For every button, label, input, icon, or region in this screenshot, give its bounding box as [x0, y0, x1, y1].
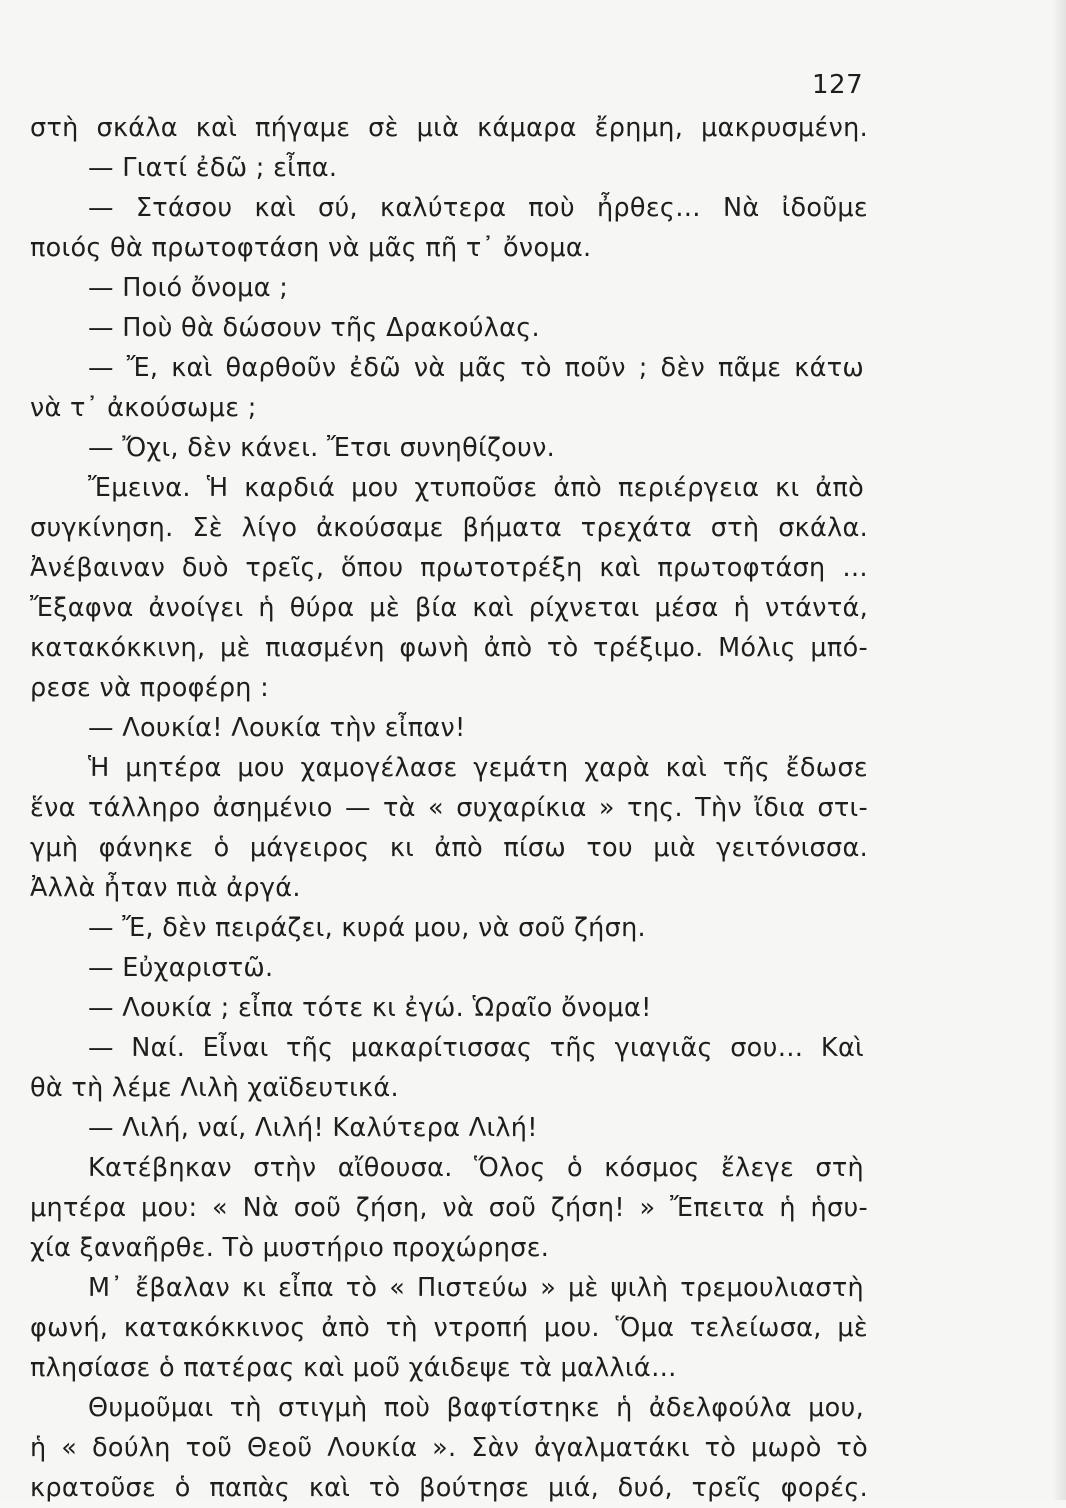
text-line: νὰ τ᾽ ἀκούσωμε ; [30, 393, 257, 423]
text-line: Ἡ μητέρα μου χαμογέλασε γεμάτη χαρὰ καὶ τῆς ἔδωσε [88, 753, 868, 783]
text-line: γμὴ φάνηκε ὁ μάγειρος κι ἀπὸ πίσω του μιὰ γειτόνισσα. [30, 833, 868, 863]
text-line: — Στάσου καὶ σύ, καλύτερα ποὺ ἦρθες… Νὰ ἰδοῦμε [88, 193, 868, 223]
text-line: Ἀνέβαιναν δυὸ τρεῖς, ὅπου πρωτοτρέξη καὶ πρωτοφτάση … [30, 553, 868, 583]
text-line: Ἀλλὰ ἦταν πιὰ ἀργά. [30, 873, 301, 903]
text-line: — Λιλή, ναί, Λιλή! Καλύτερα Λιλή! [88, 1113, 538, 1143]
text-line: — Εὐχαριστῶ. [88, 953, 274, 983]
text-line: Ἔξαφνα ἀνοίγει ἡ θύρα μὲ βία καὶ ρίχνεται μέσα ἡ ντάντά, [30, 593, 868, 623]
text-line: Κατέβηκαν στὴν αἴθουσα. Ὅλος ὁ κόσμος ἔλεγε στὴ [88, 1153, 864, 1183]
text-line: Θυμοῦμαι τὴ στιγμὴ ποὺ βαφτίστηκε ἡ ἀδελφούλα μου, [88, 1393, 864, 1423]
text-line: θὰ τὴ λέμε Λιλὴ χαϊδευτικά. [30, 1073, 399, 1103]
text-line: — Λουκία! Λουκία τὴν εἶπαν! [88, 713, 466, 743]
text-line: χία ξαναῆρθε. Τὸ μυστήριο προχώρησε. [30, 1233, 550, 1263]
page-number: 127 [812, 70, 864, 100]
text-line: — Ἔ, καὶ θαρθοῦν ἐδῶ νὰ μᾶς τὸ ποῦν ; δὲν πᾶμε κάτω [88, 353, 864, 383]
text-line: ἕνα τάλληρο ἀσημένιο — τὰ « συχαρίκια » της. Τὴν ἴδια στι- [30, 793, 868, 823]
text-line: — Ἔ, δὲν πειράζει, κυρά μου, νὰ σοῦ ζήση. [88, 913, 646, 943]
text-line: φωνή, κατακόκκινος ἀπὸ τὴ ντροπή μου. Ὅμα τελείωσα, μὲ [30, 1313, 868, 1343]
text-line: ρεσε νὰ προφέρη : [30, 673, 270, 703]
text-line: — Ναί. Εἶναι τῆς μακαρίτισσας τῆς γιαγιᾶς σου… Καὶ [88, 1033, 864, 1063]
text-line: κρατοῦσε ὁ παπὰς καὶ τὸ βούτησε μιά, δυό, τρεῖς φορές. [30, 1473, 868, 1503]
text-line: κατακόκκινη, μὲ πιασμένη φωνὴ ἀπὸ τὸ τρέξιμο. Μόλις μπό- [30, 633, 868, 663]
text-line: — Ὄχι, δὲν κάνει. Ἔτσι συνηθίζουν. [88, 433, 556, 463]
text-line: συγκίνηση. Σὲ λίγο ἀκούσαμε βήματα τρεχάτα στὴ σκάλα. [30, 513, 868, 543]
text-line: Μ᾽ ἔβαλαν κι εἶπα τὸ « Πιστεύω » μὲ ψιλὴ τρεμουλιαστὴ [88, 1273, 864, 1303]
text-line: Ἔμεινα. Ἡ καρδιά μου χτυποῦσε ἀπὸ περιέργεια κι ἀπὸ [88, 473, 864, 503]
text-line: στὴ σκάλα καὶ πήγαμε σὲ μιὰ κάμαρα ἔρημη, μακρυσμένη. [30, 113, 868, 143]
text-line: — Ποὺ θὰ δώσουν τῆς Δρακούλας. [88, 313, 540, 343]
text-line: — Λουκία ; εἶπα τότε κι ἐγώ. Ὡραῖο ὄνομα! [88, 993, 652, 1023]
text-line: ἡ « δούλη τοῦ Θεοῦ Λουκία ». Σὰν ἀγαλματάκι τὸ μωρὸ τὸ [30, 1433, 868, 1463]
text-line: ποιός θὰ πρωτοφτάση νὰ μᾶς πῆ τ᾽ ὄνομα. [30, 233, 592, 263]
text-line: μητέρα μου: « Νὰ σοῦ ζήση, νὰ σοῦ ζήση! » Ἔπειτα ἡ ἡσυ- [30, 1193, 868, 1223]
text-line: πλησίασε ὁ πατέρας καὶ μοῦ χάιδεψε τὰ μαλλιά… [30, 1353, 677, 1383]
text-line: — Γιατί ἐδῶ ; εἶπα. [88, 153, 338, 183]
text-line: — Ποιό ὄνομα ; [88, 273, 289, 303]
page-edge-shadow [1052, 0, 1066, 1500]
